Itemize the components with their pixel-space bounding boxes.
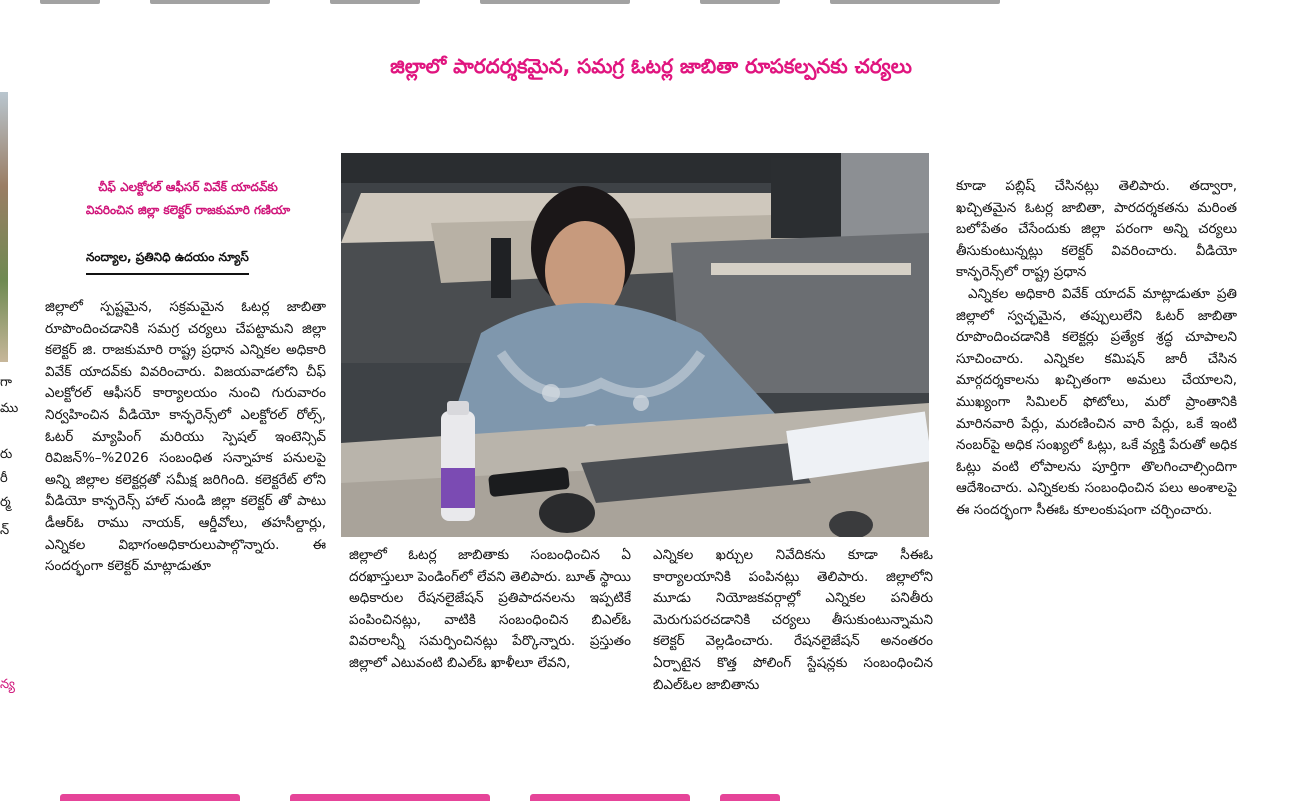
- clipped-previous-article-line: [0, 0, 1302, 10]
- text-fragment: రు: [0, 447, 13, 462]
- text-fragment: ము: [0, 401, 19, 416]
- paragraph: ఎన్నికల ఖర్చుల నివేదికను కూడా సీఈఓ కార్యాలయానికి పంపినట్లు తెలిపారు. జిల్లాలోని మూడు నియోజకవర్గాల్లో ఎన్నికల పనితీరు మెరుగుపరచడానికి చర్యలు తీసుకుంటున్నామని కలెక్టర్ వెల్లడించారు. రేషనలైజేషన్ అనంతరం ఏర్పాటైన కొత్త పోలింగ్ స్టేషన్లకు సంబంధించిన బిఎల్ఓల జాబితాను: [653, 547, 933, 693]
- paragraph: జిల్లాలో స్పష్టమైన, సక్రమమైన ఓటర్ల జాబితా రూపొందించడానికి సమగ్ర చర్యలు చేపట్టామని జిల్లా కలెక్టర్ జి. రాజకుమారి రాష్ట్ర ప్రధాన ఎన్నికల అధికారి వివేక్ యాదవ్‌కు వివరించారు. విజయవాడలోని చీఫ్ ఎలక్టోరల్ ఆఫీసర్ కార్యాలయం నుంచి గురువారం నిర్వహించిన వీడియో కాన్ఫరెన్స్‌లో ఎలక్టోరల్ రోల్స్, ఓటర్ మ్యాపింగ్ మరియు స్పెషల్ ఇంటెన్సివ్ రివిజన్%–%2026 సంబంధిత సన్నాహక పనులపై అన్ని జిల్లాల కలెక్టర్లతో సమీక్ష జరిగింది. కలెక్టరేట్ లోని వీడియో కాన్ఫరెన్స్ హాల్ నుండి జిల్లా కలెక్టర్ తో పాటు డీఆర్‌ఓ రాము నాయక్, ఆర్డీవోలు, తహసీల్దార్లు, ఎన్నికల విభాగంఅధికారులుపాల్గొన్నారు. ఈ సందర్భంగా కలెక్టర్ మాట్లాడుతూ: [45, 299, 326, 575]
- article-column-4: [956, 176, 1237, 746]
- article-headline: జిల్లాలో పారదర్శకమైన, సమగ్ర ఓటర్ల జాబితా రూపకల్పనకు చర్యలు: [390, 54, 912, 78]
- text-fragment: న్య: [0, 677, 15, 692]
- clipped-next-headline: [0, 790, 1302, 801]
- subheadline-line-1: చీఫ్ ఎలక్టోరల్ ఆఫీసర్ వివేక్ యాదవ్‌కు: [98, 180, 278, 194]
- article-photo: [341, 153, 929, 537]
- article-subheadline: [40, 176, 336, 222]
- paragraph: ఎన్నికల అధికారి వివేక్ యాదవ్ మాట్లాడుతూ ప్రతి జిల్లాలో స్వచ్ఛమైన, తప్పులులేని ఓటర్ జాబితా రూపొందించడానికి కలెక్టర్లు ప్రత్యేక శ్రద్ధ చూపాలని సూచించారు. ఎన్నికల కమిషన్ జారీ చేసిన మార్గదర్శకాలను ఖచ్చితంగా అమలు చేయాలని, ముఖ్యంగా సిమిలర్ ఫోటోలు, మరో ప్రాంతానికి మారినవారి పేర్లు, మరణించిన వారి పేర్లు, ఒకే ఇంటి నంబర్‌పై అధిక సంఖ్యలో ఓట్లు, ఒకే వ్యక్తి పేరుతో అధిక ఓట్లు వంటి లోపాలను పూర్తిగా తొలగించాల్సిందిగా ఆదేశించారు. ఎన్నికలకు సంబంధించిన పలు అంశాలపై ఈ సందర్భంగా సీఈఓ కూలంకుషంగా చర్చించారు.: [956, 285, 1237, 518]
- text-fragment: ర్మ: [0, 495, 11, 510]
- adjacent-article-photo-edge: [0, 92, 8, 362]
- text-fragment: గా: [0, 375, 12, 390]
- collector-at-video-conference-photo: [341, 153, 929, 537]
- paragraph: కూడా పబ్లిష్ చేసినట్లు తెలిపారు. తద్వారా, ఖచ్చితమైన ఓటర్ల జాబితా, పారదర్శకతను మరింత బలోపేతం చేసేందుకు జిల్లా పరంగా అన్ని చర్యలు తీసుకుంటున్నట్లు కలెక్టర్ వివరించారు. వీడియో కాన్ఫరెన్స్‌లో రాష్ట్ర ప్రధాన: [956, 178, 1237, 281]
- dateline: నంద్యాల, ప్రతినిధి ఉదయం న్యూస్: [86, 250, 249, 275]
- article-column-3: [653, 545, 933, 743]
- paragraph: జిల్లాలో ఓటర్ల జాబితాకు సంబంధించిన ఏ దరఖాస్తులూ పెండింగ్‌లో లేవని తెలిపారు. బూత్ స్థాయి అధికారుల రేషనలైజేషన్ ప్రతిపాదనలను ఇప్పటికే పంపించినట్లు, వాటికి సంబంధించిన బిఎల్ఓ వివరాలన్నీ సమర్పించినట్లు పేర్కొన్నారు. ప్రస్తుతం జిల్లాలో ఎటువంటి బిఎల్ఓ ఖాళీలూ లేవని,: [349, 547, 631, 671]
- text-fragment: రీ: [0, 471, 8, 486]
- article-column-2: [349, 545, 631, 743]
- subheadline-line-2: వివరించిన జిల్లా కలెక్టర్ రాజకుమారి గణియా: [85, 203, 291, 217]
- article-column-1: [45, 297, 326, 743]
- text-fragment: న్: [0, 523, 10, 538]
